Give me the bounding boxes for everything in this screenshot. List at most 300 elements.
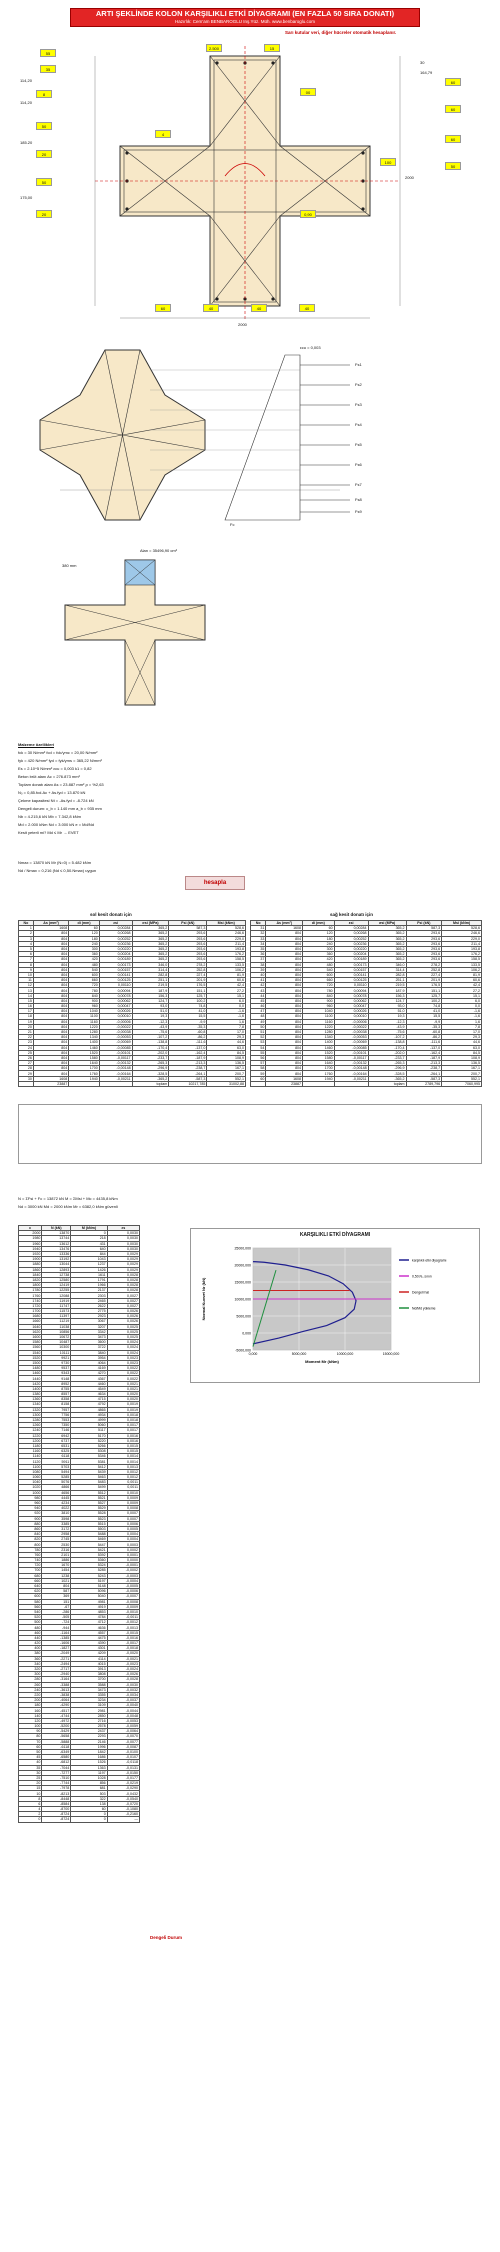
table-cell[interactable]: 218	[71, 1236, 107, 1241]
table-cell[interactable]: 3109	[71, 1703, 107, 1708]
table-cell[interactable]: 11397	[42, 1314, 71, 1319]
table-cell[interactable]: 700	[19, 1568, 42, 1573]
table-cell[interactable]: 5285	[42, 1475, 71, 1480]
table-cell[interactable]: 1760	[19, 1293, 42, 1298]
table-cell[interactable]: 1180	[19, 1443, 42, 1448]
table-cell[interactable]: 57	[251, 1061, 266, 1066]
table-cell[interactable]: 40	[19, 1760, 42, 1765]
table-cell[interactable]: 900	[303, 998, 335, 1003]
table-cell[interactable]: -0,0007	[107, 1594, 139, 1599]
table-cell[interactable]: 3355	[71, 1692, 107, 1697]
table-cell[interactable]: 2293	[71, 1734, 107, 1739]
table-cell[interactable]: 51,0	[132, 1009, 169, 1014]
table-cell[interactable]: 420	[303, 957, 335, 962]
table-cell[interactable]: -12,3	[368, 1019, 406, 1024]
table-cell[interactable]: 503	[71, 1791, 107, 1796]
table-cell[interactable]: 219,5	[368, 983, 406, 988]
table-cell[interactable]: 0,00110	[99, 983, 132, 988]
table-cell[interactable]: 1340	[303, 1035, 335, 1040]
table-cell[interactable]: 804	[266, 962, 303, 967]
table-cell[interactable]: 0,0018	[107, 1417, 139, 1422]
table-cell[interactable]: 0,00157	[334, 967, 368, 972]
table-cell[interactable]: 5527	[71, 1500, 107, 1505]
table-cell[interactable]: 227,4	[406, 972, 442, 977]
table-cell[interactable]: 156,3	[368, 993, 406, 998]
table-cell[interactable]: 49	[251, 1019, 266, 1024]
table-cell[interactable]: 1454	[42, 1568, 71, 1573]
table-cell[interactable]: -238,7	[169, 1066, 207, 1071]
table-cell[interactable]: 1980	[19, 1236, 42, 1241]
table-cell[interactable]: -0,0030	[107, 1682, 139, 1687]
table-cell[interactable]: 804	[266, 941, 303, 946]
table-cell[interactable]: 90	[19, 1729, 42, 1734]
table-cell[interactable]: 1640	[303, 1061, 335, 1066]
table-cell[interactable]: 2000	[19, 1231, 42, 1236]
table-cell[interactable]: 0,0022	[107, 1366, 139, 1371]
table-cell[interactable]: 38	[251, 962, 266, 967]
table-cell[interactable]: 19,3	[132, 1014, 169, 1019]
table-cell[interactable]: 56	[251, 1055, 266, 1060]
table-cell[interactable]: 41,0	[406, 1009, 442, 1014]
table-cell[interactable]: 2	[19, 1812, 42, 1817]
table-cell[interactable]: 1920	[19, 1251, 42, 1256]
table-cell[interactable]: 804	[33, 946, 68, 951]
table-cell[interactable]: 5285	[71, 1568, 107, 1573]
table-cell[interactable]: 0,0024	[107, 1340, 139, 1345]
table-cell[interactable]: -0,0017	[107, 1641, 139, 1646]
table-cell[interactable]: 660	[303, 978, 335, 983]
table-cell[interactable]: 229,0	[442, 936, 482, 941]
table-cell[interactable]: 54	[251, 1045, 266, 1050]
table-cell[interactable]: -0,0087	[107, 1744, 139, 1749]
table-cell[interactable]: 0,00173	[99, 962, 132, 967]
table-cell[interactable]: 1560	[19, 1345, 42, 1350]
table-cell[interactable]: 804	[266, 1029, 303, 1034]
table-cell[interactable]: 5266	[71, 1443, 107, 1448]
table-cell[interactable]: 0,0018	[107, 1412, 139, 1417]
table-cell[interactable]: 200,7	[207, 1071, 246, 1076]
table-cell[interactable]: 0,00189	[99, 957, 132, 962]
table-cell[interactable]: 365,2	[132, 952, 169, 957]
table-cell[interactable]: -0,0001	[107, 1563, 139, 1568]
table-cell[interactable]: 314,4	[132, 967, 169, 972]
table-cell[interactable]: -0,0540	[107, 1796, 139, 1801]
input-dim-mid-1[interactable]: 4	[155, 130, 171, 138]
input-dim-left-6[interactable]: 20	[36, 210, 52, 218]
table-cell[interactable]: 4460	[71, 1381, 107, 1386]
table-cell[interactable]: -1,6	[207, 1009, 246, 1014]
table-cell[interactable]: 3840	[71, 1350, 107, 1355]
table-cell[interactable]: -0,0023	[107, 1661, 139, 1666]
table-cell[interactable]: 125,7	[169, 993, 207, 998]
table-cell[interactable]: 1611	[71, 1272, 107, 1277]
table-cell[interactable]: 4636	[71, 1625, 107, 1630]
table-cell[interactable]: 1060	[19, 1475, 42, 1480]
table-cell[interactable]: 804	[266, 946, 303, 951]
table-cell[interactable]: 431	[71, 1241, 107, 1246]
table-cell[interactable]: 1400	[303, 1040, 335, 1045]
table-cell[interactable]: 5360	[71, 1558, 107, 1563]
table-cell[interactable]: 1670	[42, 1563, 71, 1568]
table-cell[interactable]: 2465	[71, 1298, 107, 1303]
table-cell[interactable]: 60,6	[207, 978, 246, 983]
table-cell[interactable]: -2271	[42, 1656, 71, 1661]
table-cell[interactable]: 804	[266, 1050, 303, 1055]
table-cell[interactable]: 0,00094	[334, 988, 368, 993]
table-cell[interactable]: 528,6	[442, 926, 482, 931]
table-cell[interactable]: 60	[69, 926, 99, 931]
table-cell[interactable]: 804	[33, 1004, 68, 1009]
table-cell[interactable]: 13192	[42, 1257, 71, 1262]
table-cell[interactable]: 229,0	[207, 936, 246, 941]
table-cell[interactable]: 293,6	[169, 931, 207, 936]
table-cell[interactable]: -7744	[42, 1781, 71, 1786]
table-cell[interactable]: 4866	[42, 1485, 71, 1490]
table-cell[interactable]: -0,0177	[107, 1775, 139, 1780]
table-cell[interactable]: 540	[303, 967, 335, 972]
table-cell[interactable]: 5412	[71, 1464, 107, 1469]
table-cell[interactable]: 540	[19, 1609, 42, 1614]
table-cell[interactable]: 29,3	[207, 1035, 246, 1040]
table-cell[interactable]: -0,0059	[107, 1724, 139, 1729]
input-dim-left-5[interactable]: 50	[36, 178, 52, 186]
input-dim-bottom-2[interactable]: 40	[203, 304, 219, 312]
table-cell[interactable]: 1520	[69, 1050, 99, 1055]
table-cell[interactable]: 193,8	[442, 946, 482, 951]
table-cell[interactable]: 0,0019	[107, 1407, 139, 1412]
table-cell[interactable]: 6325	[42, 1449, 71, 1454]
table-cell[interactable]: 480	[69, 962, 99, 967]
table-cell[interactable]: -0,0026	[107, 1672, 139, 1677]
table-cell[interactable]: -137,0	[406, 1045, 442, 1050]
table-cell[interactable]: 167,1	[442, 1066, 482, 1071]
table-cell[interactable]: 0,0009	[107, 1500, 139, 1505]
table-cell[interactable]: 552,1	[442, 1076, 482, 1081]
table-cell[interactable]: -0,0032	[107, 1687, 139, 1692]
table-cell[interactable]: 5220	[71, 1438, 107, 1443]
table-cell[interactable]: 1360	[19, 1397, 42, 1402]
table-cell[interactable]: 0,0029	[107, 1262, 139, 1267]
table-cell[interactable]: -162,4	[169, 1050, 207, 1055]
table-cell[interactable]: -7044	[42, 1765, 71, 1770]
table-cell[interactable]: 93,0	[368, 1004, 406, 1009]
table-cell[interactable]: -0,0053	[107, 1718, 139, 1723]
table-cell[interactable]: 4656	[42, 1490, 71, 1495]
table-cell[interactable]: 587,3	[169, 926, 207, 931]
table-cell[interactable]: 720	[303, 983, 335, 988]
table-cell[interactable]: 2137	[71, 1288, 107, 1293]
table-cell[interactable]: 2775	[71, 1309, 107, 1314]
table-cell[interactable]: 50	[251, 1024, 266, 1029]
table-cell[interactable]: 0,0029	[107, 1267, 139, 1272]
table-cell[interactable]: 587	[42, 1589, 71, 1594]
input-dim-right-1[interactable]: 00	[300, 88, 316, 96]
table-cell[interactable]: 1780	[19, 1288, 42, 1293]
table-cell[interactable]: 322	[71, 1796, 107, 1801]
table-cell[interactable]: 804	[266, 988, 303, 993]
table-cell[interactable]: -0,00038	[334, 1029, 368, 1034]
table-cell[interactable]: -170,4	[368, 1045, 406, 1050]
table-cell[interactable]: 540	[69, 967, 99, 972]
table-cell[interactable]: 9921	[42, 1355, 71, 1360]
table-cell[interactable]: 4234	[42, 1500, 71, 1505]
table-cell[interactable]: -0,0077	[107, 1739, 139, 1744]
table-cell[interactable]: 360	[303, 952, 335, 957]
table-cell[interactable]: 1028	[71, 1775, 107, 1780]
table-cell[interactable]: 12738	[42, 1272, 71, 1277]
table-cell[interactable]: 840	[69, 993, 99, 998]
table-cell[interactable]: 200	[19, 1698, 42, 1703]
table-cell[interactable]: 1620	[19, 1329, 42, 1334]
table-cell[interactable]: 187,9	[368, 988, 406, 993]
table-cell[interactable]: 176,2	[207, 952, 246, 957]
table-cell[interactable]: 0,00284	[99, 926, 132, 931]
table-cell[interactable]: 27	[19, 1061, 34, 1066]
table-cell[interactable]: 5521	[71, 1495, 107, 1500]
table-cell[interactable]: 365,2	[132, 931, 169, 936]
table-cell[interactable]: 0,0029	[107, 1251, 139, 1256]
table-cell[interactable]: 4999	[71, 1417, 107, 1422]
table-cell[interactable]: 0,0004	[107, 1532, 139, 1537]
table-cell[interactable]: 108,9	[207, 1055, 246, 1060]
table-cell[interactable]: 804	[33, 957, 68, 962]
table-cell[interactable]: 5463	[71, 1475, 107, 1480]
table-cell[interactable]: 0,0016	[107, 1438, 139, 1443]
table-cell[interactable]: 480	[303, 962, 335, 967]
table-cell[interactable]: 560	[19, 1604, 42, 1609]
table-cell[interactable]: 133,5	[442, 962, 482, 967]
table-cell[interactable]: 804	[266, 957, 303, 962]
table-cell[interactable]: -264,1	[169, 1071, 207, 1076]
table-cell[interactable]: 1600	[19, 1334, 42, 1339]
table-cell[interactable]: 7	[19, 957, 34, 962]
table-cell[interactable]: 2923	[71, 1314, 107, 1319]
table-cell[interactable]: 23	[19, 1040, 34, 1045]
table-cell[interactable]: 47	[251, 1009, 266, 1014]
table-cell[interactable]: 211,4	[207, 941, 246, 946]
table-cell[interactable]: 9343	[42, 1371, 71, 1376]
table-cell[interactable]: -67	[42, 1604, 71, 1609]
table-cell[interactable]: 1740	[19, 1298, 42, 1303]
table-cell[interactable]: 365,2	[368, 946, 406, 951]
table-cell[interactable]: 5197	[71, 1578, 107, 1583]
table-cell[interactable]: 6737	[42, 1438, 71, 1443]
table-cell[interactable]: 1966	[71, 1283, 107, 1288]
table-cell[interactable]: 780	[19, 1547, 42, 1552]
table-cell[interactable]: 220	[19, 1692, 42, 1697]
input-dim-top-2[interactable]: 15	[264, 44, 280, 52]
table-cell[interactable]: 804	[33, 1055, 68, 1060]
table-cell[interactable]: -86,2	[169, 1035, 207, 1040]
table-cell[interactable]: 46	[251, 1004, 266, 1009]
table-cell[interactable]: 26	[19, 1055, 34, 1060]
table-cell[interactable]: 156,3	[132, 993, 169, 998]
table-cell[interactable]: 0,0028	[107, 1283, 139, 1288]
table-cell[interactable]: 1608	[33, 1076, 68, 1081]
table-cell[interactable]: 4	[19, 1807, 42, 1812]
table-cell[interactable]: 120	[69, 931, 99, 936]
table-cell[interactable]: 0,0028	[107, 1277, 139, 1282]
table-cell[interactable]: 29	[19, 1071, 34, 1076]
table-cell[interactable]: 3598	[42, 1516, 71, 1521]
table-cell[interactable]: 50	[19, 1749, 42, 1754]
table-cell[interactable]: -0,0150	[107, 1770, 139, 1775]
table-cell[interactable]: 0,00157	[99, 967, 132, 972]
table-cell[interactable]: 365,2	[132, 926, 169, 931]
table-cell[interactable]: 108,9	[442, 1055, 482, 1060]
table-cell[interactable]: -202,0	[368, 1050, 406, 1055]
table-cell[interactable]: 5469	[71, 1537, 107, 1542]
table-cell[interactable]: 1940	[303, 1076, 335, 1081]
table-cell[interactable]: 33	[251, 936, 266, 941]
table-cell[interactable]: 0,00026	[99, 1009, 132, 1014]
table-cell[interactable]: 12419	[42, 1283, 71, 1288]
table-cell[interactable]: 804	[33, 983, 68, 988]
table-cell[interactable]: 0,00062	[334, 998, 368, 1003]
table-cell[interactable]: 84,5	[207, 1050, 246, 1055]
table-cell[interactable]: 293,6	[169, 957, 207, 962]
table-cell[interactable]: -0,0002	[107, 1568, 139, 1573]
table-cell[interactable]: 365,2	[132, 957, 169, 962]
table-cell[interactable]: 804	[266, 1024, 303, 1029]
table-cell[interactable]: -0,0003	[107, 1573, 139, 1578]
table-cell[interactable]: -6580	[42, 1755, 71, 1760]
table-cell[interactable]: 0,00010	[334, 1014, 368, 1019]
table-cell[interactable]: 0,0026	[107, 1314, 139, 1319]
table-cell[interactable]: -0,00085	[334, 1045, 368, 1050]
table-cell[interactable]: 2850	[71, 1713, 107, 1718]
table-cell[interactable]: 804	[266, 983, 303, 988]
table-cell[interactable]: 5488	[71, 1532, 107, 1537]
table-cell[interactable]: -2940	[42, 1672, 71, 1677]
table-cell[interactable]: -0,00006	[99, 1019, 132, 1024]
table-cell[interactable]: 251,1	[132, 978, 169, 983]
table-cell[interactable]: -0,00022	[334, 1024, 368, 1029]
table-cell[interactable]: 5703	[42, 1464, 71, 1469]
table-cell[interactable]: 1760	[303, 1071, 335, 1076]
input-cover-top[interactable]: 55	[40, 49, 56, 57]
table-cell[interactable]: 0,00078	[99, 993, 132, 998]
table-cell[interactable]: 120	[19, 1718, 42, 1723]
table-cell[interactable]: 804	[33, 962, 68, 967]
table-cell[interactable]: -0,0107	[107, 1755, 139, 1760]
table-cell[interactable]: 420	[19, 1641, 42, 1646]
table-cell[interactable]: 2146	[71, 1739, 107, 1744]
table-cell[interactable]: 0,0020	[107, 1392, 139, 1397]
table-cell[interactable]: -6812	[42, 1760, 71, 1765]
table-cell[interactable]: 780	[303, 988, 335, 993]
table-cell[interactable]: 0,0028	[107, 1288, 139, 1293]
table-cell[interactable]: 4919	[71, 1604, 107, 1609]
table-cell[interactable]: 860	[19, 1526, 42, 1531]
table-cell[interactable]: -4517	[42, 1708, 71, 1713]
table-cell[interactable]: 211,4	[442, 941, 482, 946]
table-cell[interactable]: 8	[19, 1796, 42, 1801]
table-cell[interactable]: 180	[19, 1703, 42, 1708]
table-cell[interactable]: 5392	[71, 1552, 107, 1557]
table-cell[interactable]: 804	[266, 1009, 303, 1014]
table-cell[interactable]: 60	[19, 1744, 42, 1749]
input-dim-right-5[interactable]: 60	[445, 135, 461, 143]
table-cell[interactable]: 1220	[19, 1433, 42, 1438]
table-cell[interactable]: 60	[303, 926, 335, 931]
table-cell[interactable]: 180	[303, 936, 335, 941]
table-cell[interactable]: 440	[19, 1635, 42, 1640]
table-cell[interactable]: 1197	[71, 1770, 107, 1775]
table-cell[interactable]: 35	[19, 1765, 42, 1770]
table-cell[interactable]: 15,5	[169, 1014, 207, 1019]
table-cell[interactable]: 0	[71, 1231, 107, 1236]
table-cell[interactable]: 365,2	[368, 926, 406, 931]
table-cell[interactable]: -0,0118	[107, 1760, 139, 1765]
table-cell[interactable]: 804	[266, 993, 303, 998]
table-cell[interactable]: 293,6	[169, 952, 207, 957]
table-cell[interactable]: 138	[71, 1801, 107, 1806]
table-cell[interactable]: 59	[251, 1071, 266, 1076]
table-cell[interactable]: 6	[19, 1801, 42, 1806]
table-cell[interactable]: -1385	[42, 1635, 71, 1640]
table-cell[interactable]: 0,0030	[107, 1236, 139, 1241]
table-cell[interactable]: 10	[19, 1791, 42, 1796]
table-cell[interactable]: -5888	[42, 1739, 71, 1744]
table-cell[interactable]: 0,0001	[107, 1552, 139, 1557]
table-cell[interactable]: 0,0023	[107, 1360, 139, 1365]
table-cell[interactable]: -944	[42, 1625, 71, 1630]
table-cell[interactable]: -111,6	[406, 1040, 442, 1045]
table-cell[interactable]: 34	[251, 941, 266, 946]
input-dim-top-1[interactable]: 2.500	[206, 44, 222, 52]
table-cell[interactable]: 365,2	[368, 952, 406, 957]
table-cell[interactable]: -0,0290	[107, 1786, 139, 1791]
table-cell[interactable]: 252,8	[169, 967, 207, 972]
table-cell[interactable]: 106,2	[442, 967, 482, 972]
table-cell[interactable]: 5096	[71, 1589, 107, 1594]
table-cell[interactable]: 240	[19, 1687, 42, 1692]
table-cell[interactable]: 13336	[42, 1251, 71, 1256]
table-cell[interactable]: 13744	[42, 1236, 71, 1241]
table-cell[interactable]: -0,00053	[99, 1035, 132, 1040]
table-cell[interactable]: 42	[251, 983, 266, 988]
table-cell[interactable]: -265,3	[132, 1061, 169, 1066]
table-cell[interactable]: 14	[19, 993, 34, 998]
table-cell[interactable]: 260	[19, 1682, 42, 1687]
table-cell[interactable]: 400	[19, 1646, 42, 1651]
table-cell[interactable]: 12893	[42, 1267, 71, 1272]
table-cell[interactable]: 100	[19, 1724, 42, 1729]
table-cell[interactable]: -107,2	[132, 1035, 169, 1040]
table-cell[interactable]: 740	[19, 1558, 42, 1563]
table-cell[interactable]: 100,2	[406, 998, 442, 1003]
table-cell[interactable]: 1280	[69, 1029, 99, 1034]
table-cell[interactable]: 420	[69, 957, 99, 962]
table-cell[interactable]: 158,5	[442, 957, 482, 962]
table-cell[interactable]: 44,6	[442, 1040, 482, 1045]
hesapla-button[interactable]: hesapla	[185, 876, 245, 890]
table-cell[interactable]: 1040	[69, 1009, 99, 1014]
table-cell[interactable]: 0,0016	[107, 1433, 139, 1438]
table-cell[interactable]: 844	[71, 1251, 107, 1256]
table-cell[interactable]: 804	[266, 967, 303, 972]
table-cell[interactable]: 5308	[71, 1449, 107, 1454]
table-cell[interactable]: 0,0021	[107, 1386, 139, 1391]
table-cell[interactable]: 80	[19, 1734, 42, 1739]
table-cell[interactable]: 3810	[42, 1511, 71, 1516]
table-cell[interactable]: 3700	[71, 1677, 107, 1682]
table-cell[interactable]: 0,00189	[334, 957, 368, 962]
table-cell[interactable]: 74,8	[169, 1004, 207, 1009]
table-cell[interactable]: 5528	[71, 1511, 107, 1516]
table-cell[interactable]: 1686	[71, 1755, 107, 1760]
